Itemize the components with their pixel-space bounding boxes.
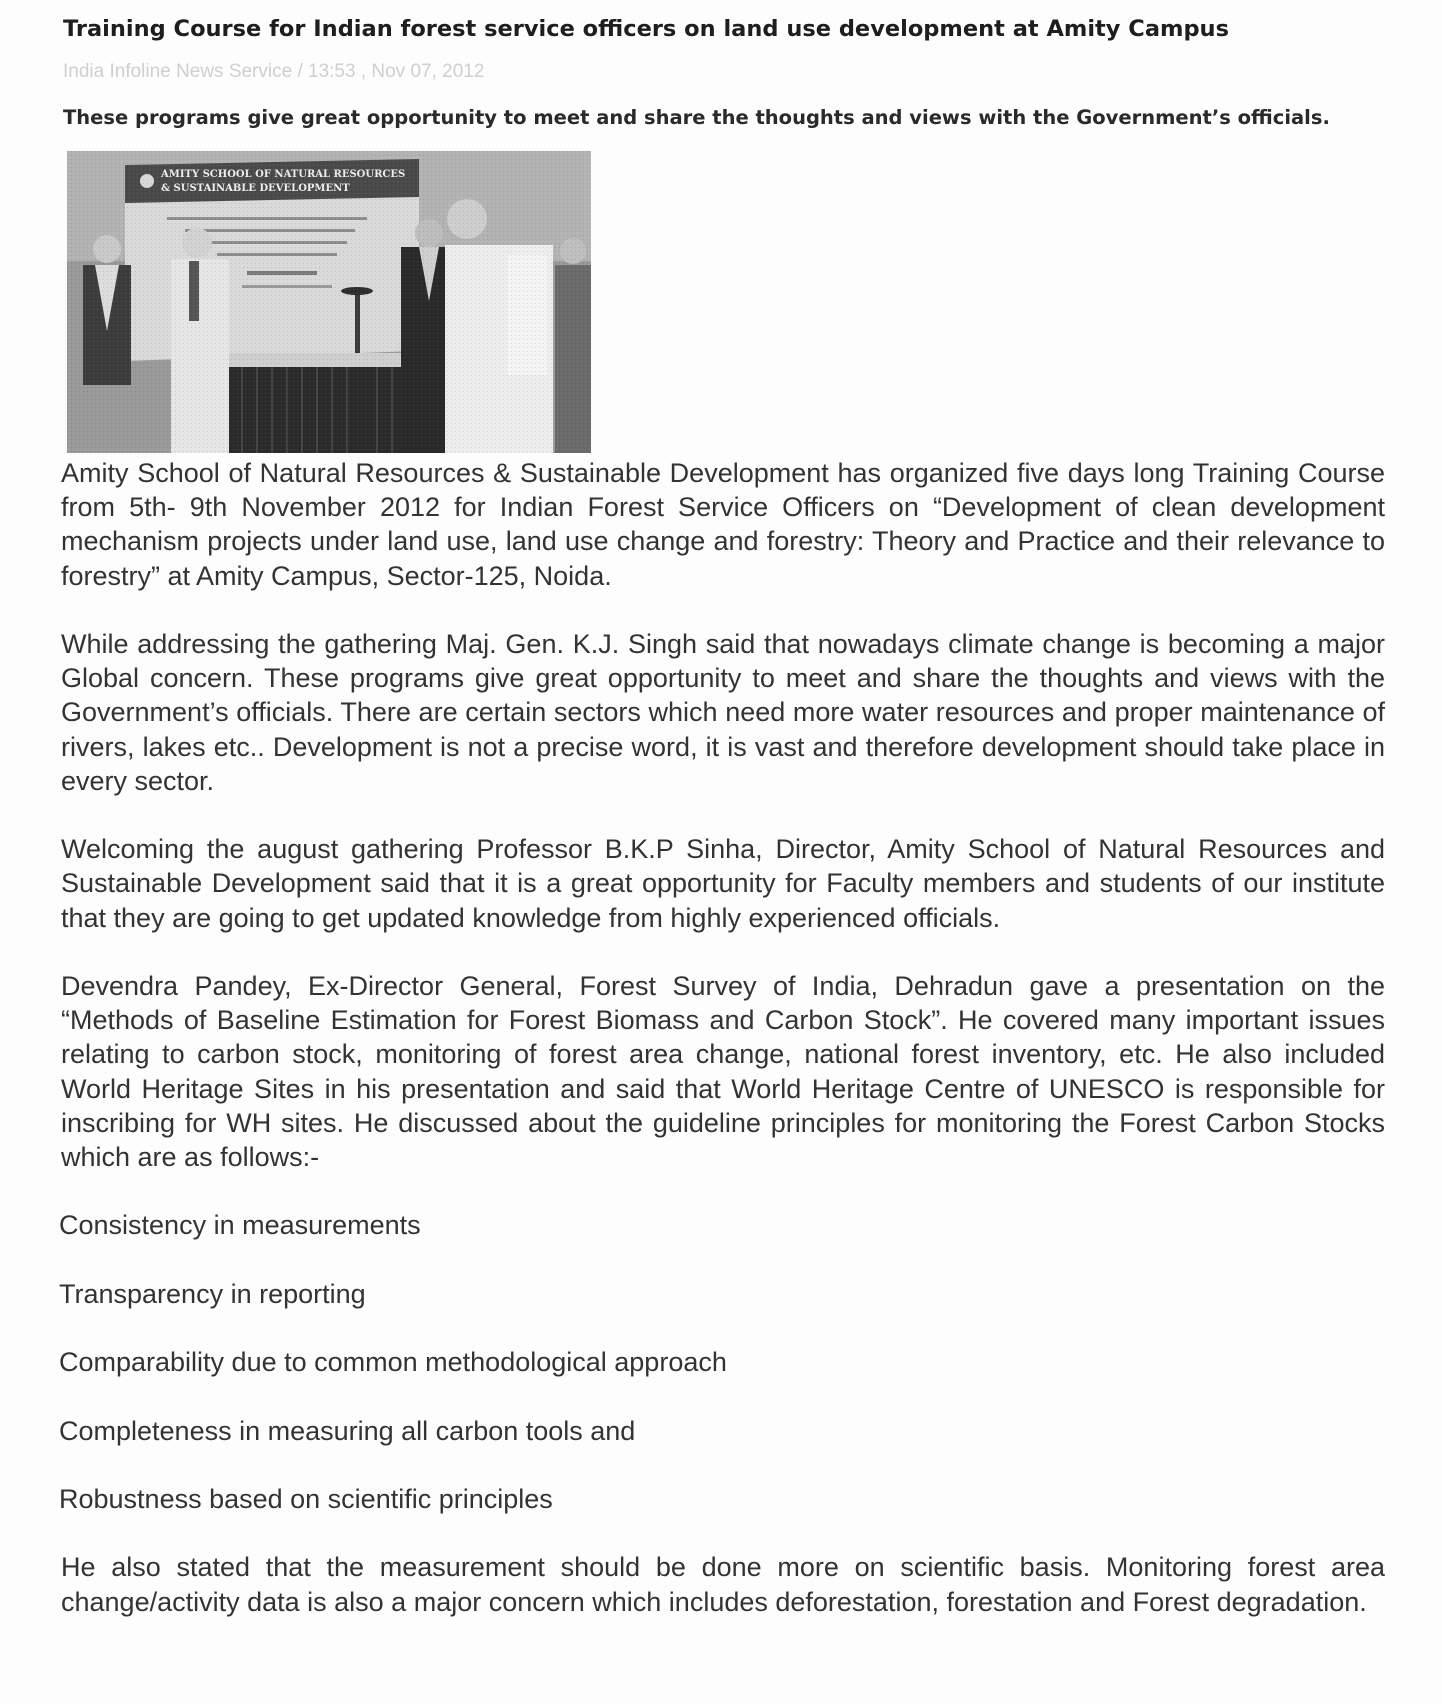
article-paragraph: While addressing the gathering Maj. Gen. K.J. Singh said that nowadays climate change is becoming a major Global concern. These programs give great opportunity to meet and share the thoughts and views with the Government’s officials. There are certain sectors which need more water resources and proper maintenance of rivers, lakes etc.. Development is not a precise word, it is vast and therefore development should take place in every sector. xyxy=(61,629,1385,796)
principle-item: Completeness in measuring all carbon tools and xyxy=(59,1415,636,1446)
principle-item: Comparability due to common methodological approach xyxy=(59,1347,727,1378)
article-paragraph: Welcoming the august gathering Professor B.K.P Sinha, Director, Amity School of Natural Resources and Sustainable Development said that it is a great opportunity for Faculty members and students of our institute that they are going to get updated knowledge from highly experienced officials. xyxy=(61,834,1385,933)
principle-item: Robustness based on scientific principles xyxy=(59,1483,553,1514)
event-photo xyxy=(67,151,591,453)
principle-item: Transparency in reporting xyxy=(59,1278,366,1309)
article-paragraph: Devendra Pandey, Ex-Director General, Forest Survey of India, Dehradun gave a presentation on the “Methods of Baseline Estimation for Forest Biomass and Carbon Stock”. He covered many important issues relating to carbon stock, monitoring of forest area change, national forest inventory, etc. He also included World Heritage Sites in his presentation and said that World Heritage Centre of UNESCO is responsible for inscribing for WH sites. He discussed about the guideline principles for monitoring the Forest Carbon Stocks which are as follows:- xyxy=(61,971,1385,1173)
principle-item: Consistency in measurements xyxy=(59,1210,421,1241)
article-summary: These programs give great opportunity to meet and share the thoughts and views with the Government’s officials. xyxy=(63,106,1330,129)
closing-paragraph: He also stated that the measurement should be done more on scientific basis. Monitoring forest area change/activity data is also a major concern which includes deforestation, forestation and Forest degradation. xyxy=(61,1552,1385,1617)
article-paragraph: Amity School of Natural Resources & Sustainable Development has organized five days long Training Course from 5th- 9th November 2012 for Indian Forest Service Officers on “Development of clean development mechanism projects under land use, land use change and forestry: Theory and Practice and their relevance to forestry” at Amity Campus, Sector-125, Noida. xyxy=(61,458,1385,591)
article-body xyxy=(61,456,1385,1619)
article-byline: India Infoline News Service / 13:53 , Nov 07, 2012 xyxy=(63,61,485,82)
article-headline: Training Course for Indian forest service officers on land use development at Amity Campus xyxy=(63,16,1229,42)
